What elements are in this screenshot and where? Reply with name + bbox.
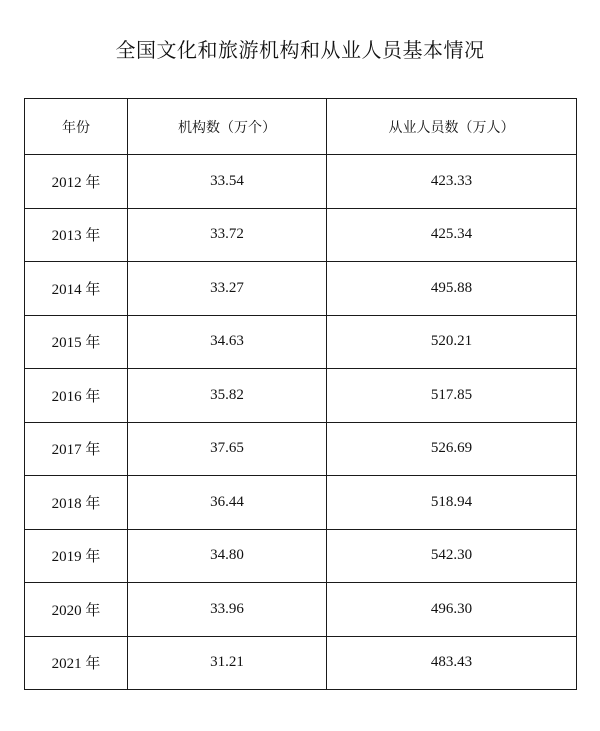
cell-year: 2015 年 bbox=[25, 315, 128, 369]
cell-employees: 526.69 bbox=[327, 422, 577, 476]
table-row bbox=[25, 636, 577, 690]
cell-year: 2013 年 bbox=[25, 208, 128, 262]
cell-institutions: 33.27 bbox=[128, 262, 327, 316]
header-employees: 从业人员数（万人） bbox=[327, 99, 577, 155]
table-row bbox=[25, 208, 577, 262]
cell-institutions: 34.80 bbox=[128, 529, 327, 583]
cell-institutions: 37.65 bbox=[128, 422, 327, 476]
cell-employees: 423.33 bbox=[327, 155, 577, 209]
table-row bbox=[25, 529, 577, 583]
table-row bbox=[25, 422, 577, 476]
table-row bbox=[25, 369, 577, 423]
header-institutions: 机构数（万个） bbox=[128, 99, 327, 155]
cell-institutions: 33.96 bbox=[128, 583, 327, 637]
cell-institutions: 33.54 bbox=[128, 155, 327, 209]
cell-institutions: 31.21 bbox=[128, 636, 327, 690]
cell-employees: 520.21 bbox=[327, 315, 577, 369]
cell-employees: 496.30 bbox=[327, 583, 577, 637]
cell-year: 2019 年 bbox=[25, 529, 128, 583]
cell-year: 2012 年 bbox=[25, 155, 128, 209]
table-row bbox=[25, 315, 577, 369]
cell-institutions: 36.44 bbox=[128, 476, 327, 530]
page-title: 全国文化和旅游机构和从业人员基本情况 bbox=[115, 38, 485, 62]
cell-institutions: 34.63 bbox=[128, 315, 327, 369]
cell-employees: 542.30 bbox=[327, 529, 577, 583]
cell-year: 2014 年 bbox=[25, 262, 128, 316]
cell-institutions: 35.82 bbox=[128, 369, 327, 423]
header-year: 年份 bbox=[25, 99, 128, 155]
table-row bbox=[25, 155, 577, 209]
cell-institutions: 33.72 bbox=[128, 208, 327, 262]
table-row bbox=[25, 583, 577, 637]
cell-year: 2020 年 bbox=[25, 583, 128, 637]
table-header-row bbox=[25, 99, 577, 155]
data-table bbox=[24, 98, 577, 690]
cell-year: 2021 年 bbox=[25, 636, 128, 690]
table-row bbox=[25, 476, 577, 530]
cell-employees: 517.85 bbox=[327, 369, 577, 423]
cell-employees: 518.94 bbox=[327, 476, 577, 530]
cell-employees: 495.88 bbox=[327, 262, 577, 316]
cell-employees: 425.34 bbox=[327, 208, 577, 262]
cell-year: 2018 年 bbox=[25, 476, 128, 530]
cell-employees: 483.43 bbox=[327, 636, 577, 690]
table-row bbox=[25, 262, 577, 316]
cell-year: 2017 年 bbox=[25, 422, 128, 476]
cell-year: 2016 年 bbox=[25, 369, 128, 423]
